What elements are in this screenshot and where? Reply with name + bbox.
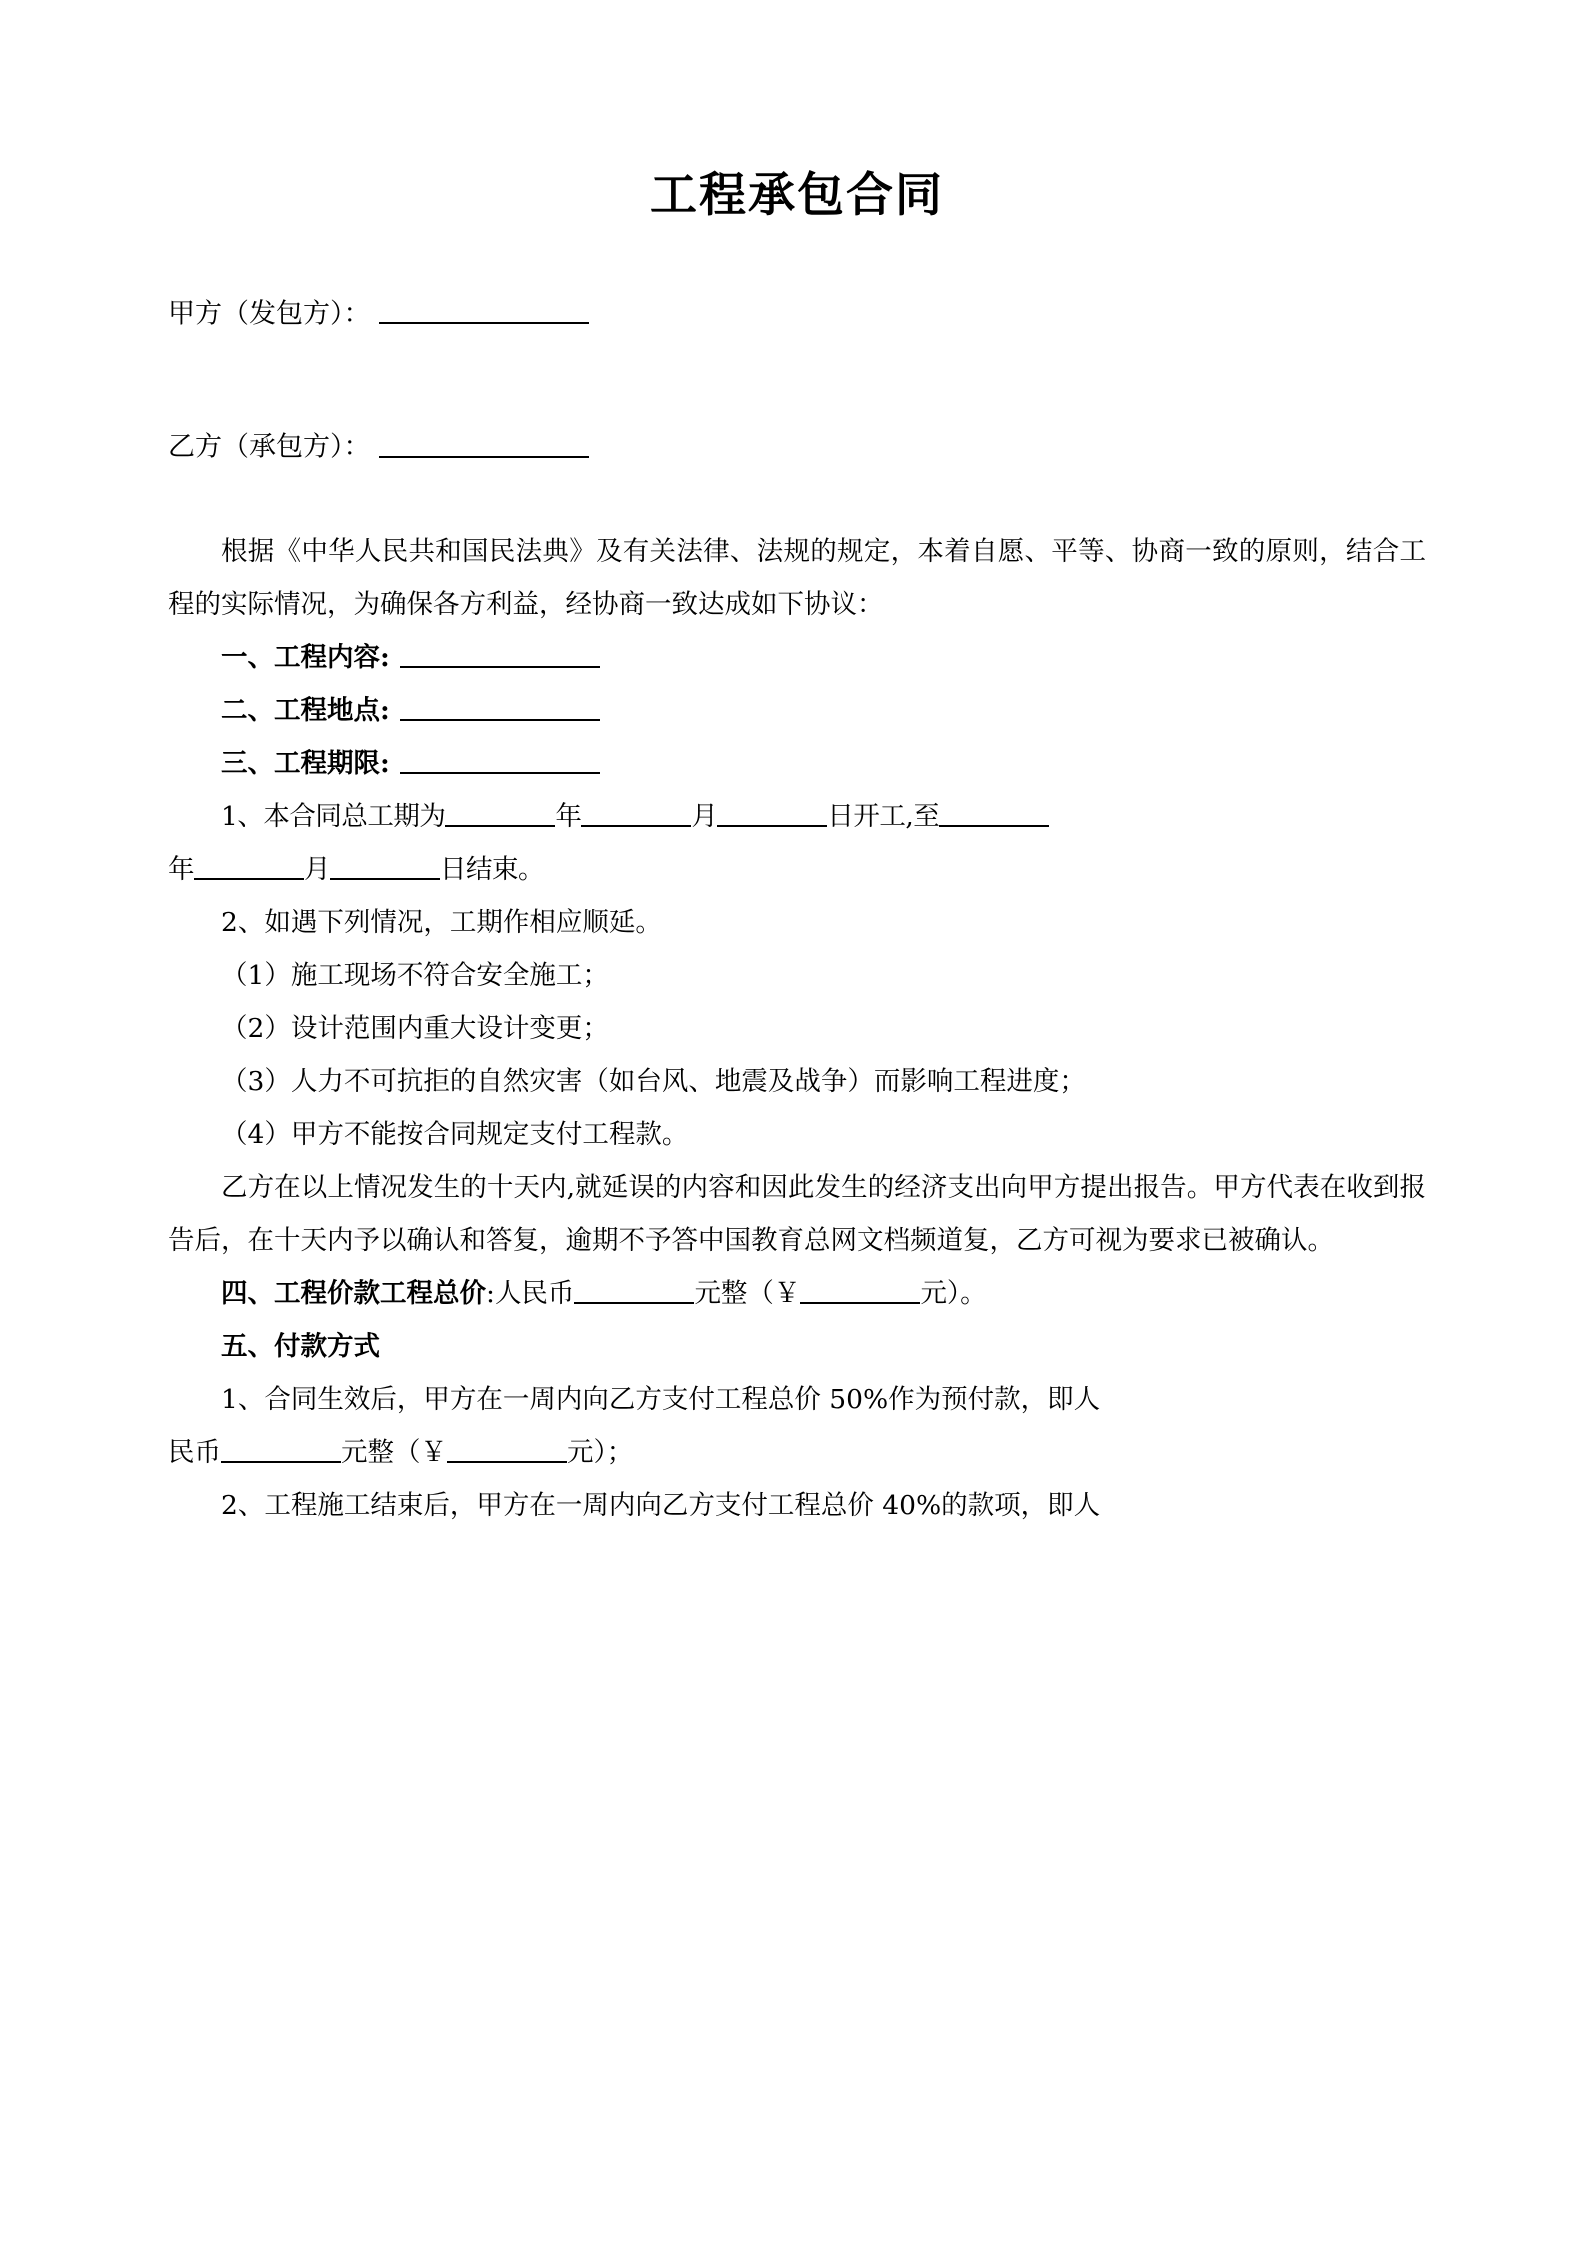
- section-1-row: [168, 631, 1426, 684]
- condition-2: （2）设计范围内重大设计变更；: [221, 1012, 609, 1044]
- label-year: 年: [555, 800, 582, 832]
- end-month-input[interactable]: [194, 850, 304, 880]
- section-1-label: 一、工程内容:: [221, 641, 390, 673]
- document-body: [168, 0, 1426, 1532]
- condition-4: （4）甲方不能按合同规定支付工程款。: [221, 1118, 689, 1150]
- prepayment-digits-input[interactable]: [447, 1433, 567, 1463]
- duration-item-2: 2、如遇下列情况，工期作相应顺延。: [221, 906, 662, 938]
- party-a-input[interactable]: [379, 294, 589, 324]
- section-3-label: 三、工程期限:: [221, 747, 390, 779]
- duration-item-1-line-2: [168, 843, 1426, 896]
- report-paragraph: 乙方在以上情况发生的十天内,就延误的内容和因此发生的经济支出向甲方提出报告。甲方代表在收到报告后，在十天内予以确认和答复，逾期不予答中国教育总网文档频道复，乙方可视为要求已被确认。: [168, 1171, 1426, 1256]
- section-4-close-label: 元）。: [920, 1277, 987, 1309]
- payment-item-1-line-1: 1、合同生效后，甲方在一周内向乙方支付工程总价 50%作为预付款，即人: [221, 1383, 1101, 1415]
- party-b-row: [168, 327, 1426, 463]
- label-start-day: 日开工,至: [827, 800, 940, 832]
- party-a-label: 甲方（发包方）：: [168, 298, 371, 330]
- payment-1-currency-label: 民币: [168, 1436, 221, 1468]
- section-2-row: [168, 684, 1426, 737]
- end-year-input[interactable]: [939, 797, 1049, 827]
- section-4-row: [168, 1267, 1426, 1320]
- end-day-input[interactable]: [330, 850, 440, 880]
- section-2-label: 二、工程地点:: [221, 694, 390, 726]
- section-4-currency-label: 人民币: [494, 1277, 575, 1309]
- label-year-2: 年: [168, 853, 194, 885]
- section-1-input[interactable]: [400, 638, 600, 668]
- label-month-2: 月: [304, 853, 330, 885]
- section-4-colon: :: [486, 1277, 495, 1309]
- preamble-paragraph: 根据《中华人民共和国民法典》及有关法律、法规的规定，本着自愿、平等、协商一致的原则，结合工程的实际情况，为确保各方利益，经协商一致达成如下协议：: [168, 535, 1426, 620]
- section-2-input[interactable]: [400, 691, 600, 721]
- total-price-words-input[interactable]: [574, 1274, 694, 1304]
- payment-1-yuan-label: 元整（￥: [341, 1436, 447, 1468]
- condition-3: （3）人力不可抗拒的自然灾害（如台风、地震及战争）而影响工程进度；: [221, 1065, 1086, 1097]
- prepayment-words-input[interactable]: [221, 1433, 341, 1463]
- label-month: 月: [691, 800, 718, 832]
- section-3-input[interactable]: [400, 744, 600, 774]
- duration-prefix: 1、本合同总工期为: [221, 800, 446, 832]
- section-4-label: 四、工程价款工程总价: [221, 1277, 486, 1309]
- page-title: 工程承包合同: [650, 168, 944, 223]
- section-3-row: [168, 737, 1426, 790]
- payment-item-2-line-1: 2、工程施工结束后，甲方在一周内向乙方支付工程总价 40%的款项，即人: [221, 1489, 1101, 1521]
- party-a-row: [168, 219, 1426, 330]
- payment-1-close-label: 元）；: [567, 1436, 634, 1468]
- start-month-input[interactable]: [581, 797, 691, 827]
- payment-item-1-line-2: [168, 1426, 1426, 1479]
- section-4-yuan-label: 元整（￥: [694, 1277, 801, 1309]
- start-year-input[interactable]: [445, 797, 555, 827]
- total-price-digits-input[interactable]: [800, 1274, 920, 1304]
- condition-1: （1）施工现场不符合安全施工；: [221, 959, 609, 991]
- section-5-label: 五、付款方式: [221, 1330, 380, 1362]
- party-b-input[interactable]: [379, 427, 589, 457]
- start-day-input[interactable]: [717, 797, 827, 827]
- party-b-label: 乙方（承包方）：: [168, 431, 371, 463]
- label-end: 日结束。: [440, 853, 544, 885]
- duration-item-1-line-1: [168, 790, 1426, 843]
